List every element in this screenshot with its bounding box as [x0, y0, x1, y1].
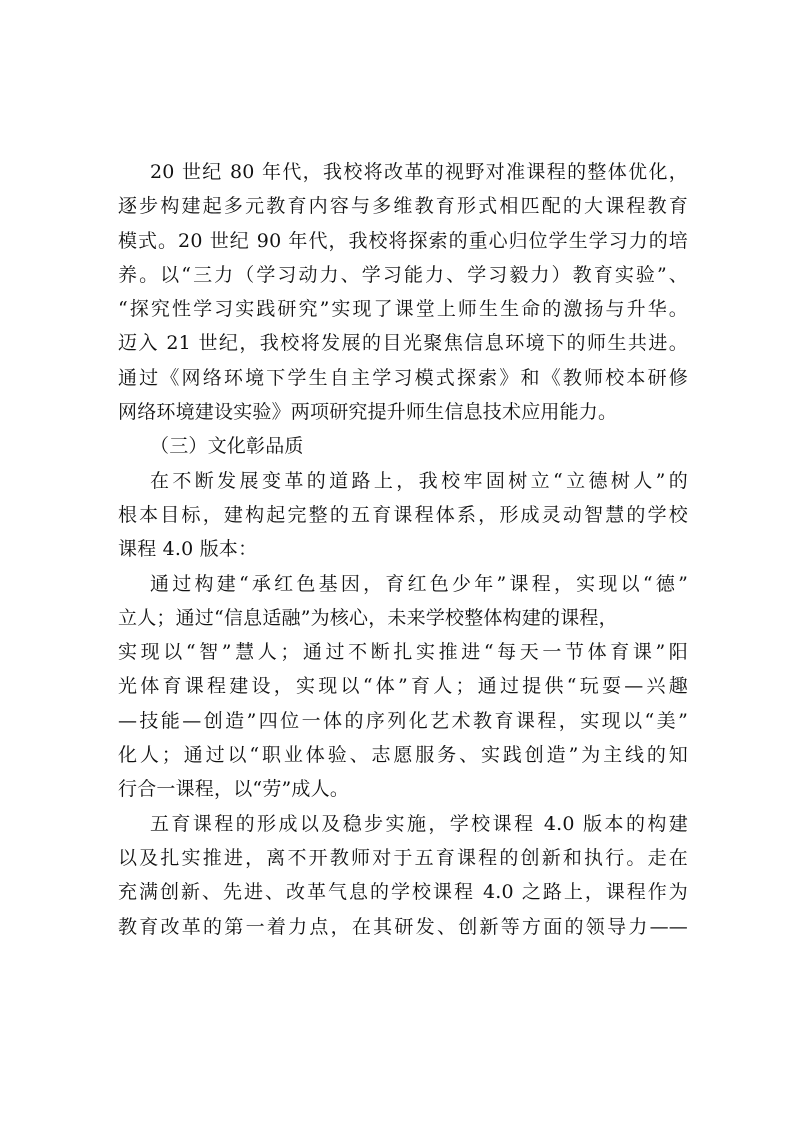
text-line: 养。以“三力（学习动力、学习能力、学习毅力）教育实验”、: [118, 263, 688, 286]
text-line: 实现以“智”慧人；通过不断扎实推进“每天一节体育课”阳: [118, 641, 688, 664]
text-line: 化人；通过以“职业体验、志愿服务、实践创造”为主线的知: [118, 744, 688, 767]
text-line: 教育改革的第一着力点，在其研发、创新等方面的领导力——: [118, 915, 688, 938]
text-line: —技能—创造”四位一体的序列化艺术教育课程，实现以“美”: [118, 709, 688, 732]
text-line: 通过《网络环境下学生自主学习模式探索》和《教师校本研修: [118, 366, 688, 389]
text-line: 通过构建“承红色基因，育红色少年”课程，实现以“德”: [150, 572, 688, 595]
text-line: 逐步构建起多元教育内容与多维教育形式相匹配的大课程教育: [118, 195, 688, 218]
text-line: 光体育课程建设，实现以“体”育人；通过提供“玩耍—兴趣: [118, 675, 688, 698]
text-line: 立人；通过“信息适融”为核心，未来学校整体构建的课程，: [118, 606, 618, 629]
text-line: 以及扎实推进，离不开教师对于五育课程的创新和执行。走在: [118, 846, 688, 869]
text-line: 网络环境建设实验》两项研究提升师生信息技术应用能力。: [118, 401, 618, 424]
text-line: 五育课程的形成以及稳步实施，学校课程 4.0 版本的构建: [150, 812, 688, 835]
text-line: 充满创新、先进、改革气息的学校课程 4.0 之路上，课程作为: [118, 881, 688, 904]
text-line: 根本目标，建构起完整的五育课程体系，形成灵动智慧的学校: [118, 503, 688, 526]
text-line: “探究性学习实践研究”实现了课堂上师生生命的激扬与升华。: [118, 298, 688, 321]
text-line: 在不断发展变革的道路上，我校牢固树立“立德树人”的: [150, 469, 688, 492]
text-line: 课程 4.0 版本：: [118, 538, 258, 561]
text-line: 20 世纪 80 年代，我校将改革的视野对准课程的整体优化，: [150, 161, 688, 183]
text-line: 迈入 21 世纪，我校将发展的目光聚焦信息环境下的师生共进。: [118, 332, 688, 355]
text-line: （三）文化彰品质: [150, 435, 304, 458]
text-line: 模式。20 世纪 90 年代，我校将探索的重心归位学生学习力的培: [118, 229, 688, 252]
body-text: [118, 155, 688, 944]
text-line: 行合一课程，以“劳”成人。: [118, 778, 350, 801]
